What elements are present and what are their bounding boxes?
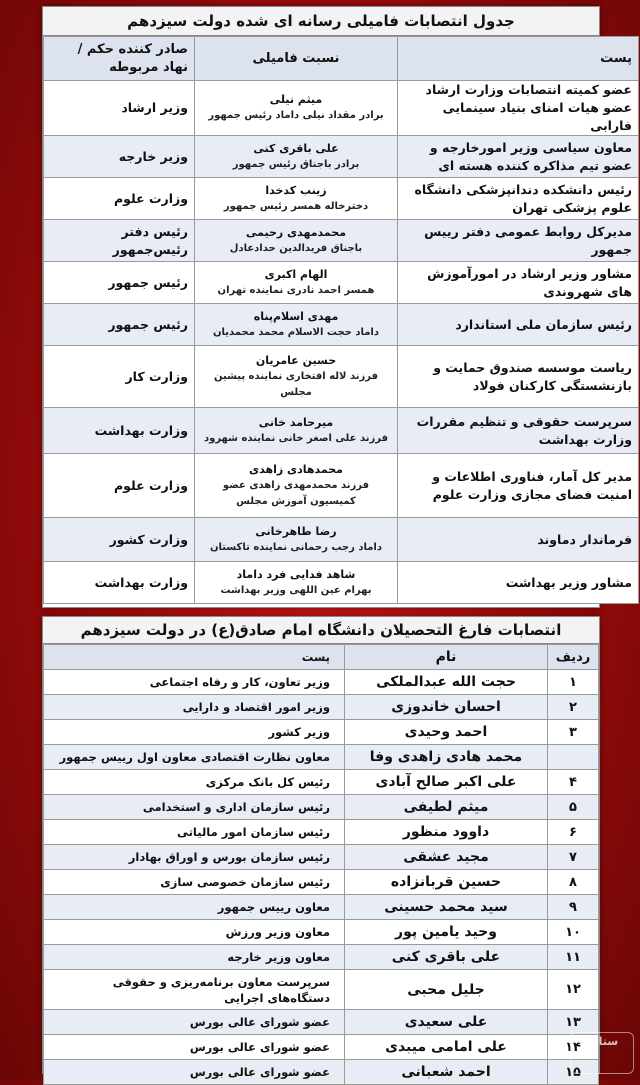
family-appointments-table — [43, 36, 639, 604]
row-index: ۱ — [548, 670, 599, 695]
graduate-name: میثم لطیفی — [345, 795, 548, 820]
graduate-position: رئیس سازمان امور مالیاتی — [44, 820, 345, 845]
table2-row — [44, 895, 599, 920]
post-cell: ریاست موسسه صندوق حمایت و بازنشستگی کارکنان فولاد — [398, 346, 639, 408]
graduate-position: رئیس سازمان بورس و اوراق بهادار — [44, 845, 345, 870]
appointee-name: شاهد فدایی فرد داماد — [236, 567, 356, 581]
family-relation: داماد حجت الاسلام محمد محمدیان — [213, 326, 379, 338]
family-cell — [195, 408, 398, 454]
header-index: ردیف — [548, 645, 599, 670]
table2-header-row — [44, 645, 599, 670]
table1-row — [44, 178, 639, 220]
family-cell — [195, 220, 398, 262]
post-cell: معاون سیاسی وزیر امورخارجه و عضو تیم مذاکره کننده هسته ای — [398, 136, 639, 178]
row-index: ۱۴ — [548, 1035, 599, 1060]
family-relation: فرزند علی اصغر خانی نماینده شهرود — [203, 432, 389, 444]
issuer-cell: وزارت بهداشت — [44, 562, 195, 604]
issuer-cell: رئیس دفتر رئیس‌جمهور — [44, 220, 195, 262]
row-index: ۱۱ — [548, 945, 599, 970]
table2-row — [44, 1010, 599, 1035]
site-watermark-logo: ستاره — [570, 1032, 634, 1074]
family-relation: برادر مقداد نیلی داماد رئیس جمهور — [208, 110, 384, 121]
family-cell — [195, 262, 398, 304]
table2-row — [44, 695, 599, 720]
table2-row — [44, 670, 599, 695]
post-cell: مشاور وزیر ارشاد در امورآموزش های شهروندی — [398, 262, 639, 304]
table2-body — [44, 670, 599, 1085]
issuer-cell: وزارت کشور — [44, 518, 195, 562]
graduate-name: مجید عشقی — [345, 845, 548, 870]
table1-row — [44, 346, 639, 408]
appointee-name: رضا طاهرخانی — [255, 524, 337, 538]
graduate-name: داوود منظور — [345, 820, 548, 845]
family-relation: فرزند لاله افتخاری نماینده پیشین مجلس — [213, 370, 378, 398]
row-index: ۴ — [548, 770, 599, 795]
graduate-position: معاون نظارت اقتصادی معاون اول رییس جمهور — [44, 745, 345, 770]
graduate-name: سید محمد حسینی — [345, 895, 548, 920]
table2-row — [44, 920, 599, 945]
graduate-position: عضو شورای عالی بورس — [44, 1060, 345, 1085]
family-relation: داماد رجب رحمانی نماینده تاکستان — [209, 541, 382, 553]
family-relation: دخترخاله همسر رئیس جمهور — [223, 200, 369, 212]
graduate-name: حجت الله عبدالملکی — [345, 670, 548, 695]
family-relation: همسر احمد نادری نماینده تهران — [217, 284, 375, 296]
issuer-cell: وزارت بهداشت — [44, 408, 195, 454]
post-cell: مدیر کل آمار، فناوری اطلاعات و امنیت فضای مجازی وزارت علوم — [398, 454, 639, 518]
imam-sadiq-panel — [42, 616, 600, 1080]
header-position: پست — [44, 645, 345, 670]
table2-row — [44, 970, 599, 1010]
appointee-name: محمدهادی زاهدی — [249, 462, 343, 476]
row-index: ۱۳ — [548, 1010, 599, 1035]
table1-body — [44, 81, 639, 604]
graduate-name: علی امامی میبدی — [345, 1035, 548, 1060]
family-relation: باجناق فریدالدین حدادعادل — [229, 242, 363, 254]
family-cell — [195, 178, 398, 220]
graduate-name: احمد وحیدی — [345, 720, 548, 745]
appointee-name: میرحامد خانی — [258, 415, 334, 429]
table2-row — [44, 1060, 599, 1085]
issuer-cell: وزارت علوم — [44, 454, 195, 518]
table2-row — [44, 820, 599, 845]
graduate-position: معاون رییس جمهور — [44, 895, 345, 920]
row-index: ۲ — [548, 695, 599, 720]
graduate-name: علی باقری کنی — [345, 945, 548, 970]
table2-row — [44, 795, 599, 820]
family-cell — [195, 518, 398, 562]
appointee-name: میثم نیلی — [269, 93, 323, 106]
header-post: پست — [398, 37, 639, 81]
table1-title: جدول انتصابات فامیلی رسانه ای شده دولت سیزدهم — [43, 7, 599, 36]
table2-row — [44, 870, 599, 895]
graduate-name: وحید یامین پور — [345, 920, 548, 945]
table2-row — [44, 945, 599, 970]
issuer-cell: وزیر خارجه — [44, 136, 195, 178]
appointee-name: محمدمهدی رحیمی — [245, 225, 347, 239]
graduate-name: حسین قربانزاده — [345, 870, 548, 895]
row-index: ۱۰ — [548, 920, 599, 945]
header-issuer: صادر کننده حکم / نهاد مربوطه — [44, 37, 195, 81]
issuer-cell: وزارت کار — [44, 346, 195, 408]
row-index — [548, 745, 599, 770]
table1-header-row — [44, 37, 639, 81]
table1-row — [44, 262, 639, 304]
row-index: ۸ — [548, 870, 599, 895]
appointee-name: الهام اکبری — [264, 267, 328, 281]
table2-row — [44, 845, 599, 870]
graduate-position: سرپرست معاون برنامه‌ریزی و حقوقی دستگاه‌های اجرایی — [44, 970, 345, 1010]
family-relation: بهرام عین اللهی وزیر بهداشت — [220, 584, 372, 596]
table2-title: انتصابات فارغ التحصیلان دانشگاه امام صادق(ع) در دولت سیزدهم — [43, 617, 599, 644]
row-index: ۱۲ — [548, 970, 599, 1010]
row-index: ۷ — [548, 845, 599, 870]
imam-sadiq-table — [43, 644, 599, 1085]
row-index: ۶ — [548, 820, 599, 845]
graduate-name: جلیل محبی — [345, 970, 548, 1010]
table1-row — [44, 81, 639, 136]
graduate-name: احسان خاندوزی — [345, 695, 548, 720]
table1-row — [44, 408, 639, 454]
post-cell: عضو کمیته انتصابات وزارت ارشاد عضو هیات امنای بنیاد سینمایی فارابی — [398, 81, 639, 136]
family-cell — [195, 562, 398, 604]
graduate-name: علی سعیدی — [345, 1010, 548, 1035]
row-index: ۹ — [548, 895, 599, 920]
graduate-position: رئیس کل بانک مرکزی — [44, 770, 345, 795]
table2-row — [44, 770, 599, 795]
issuer-cell: رئیس جمهور — [44, 262, 195, 304]
table1-row — [44, 454, 639, 518]
graduate-position: رئیس سازمان اداری و استخدامی — [44, 795, 345, 820]
appointee-name: زینب کدخدا — [265, 183, 327, 197]
graduate-position: معاون وزیر خارجه — [44, 945, 345, 970]
issuer-cell: رئیس جمهور — [44, 304, 195, 346]
table2-row — [44, 745, 599, 770]
graduate-position: رئیس سازمان خصوصی سازی — [44, 870, 345, 895]
row-index: ۱۵ — [548, 1060, 599, 1085]
family-cell — [195, 136, 398, 178]
graduate-position: عضو شورای عالی بورس — [44, 1010, 345, 1035]
table1-row — [44, 518, 639, 562]
table2-row — [44, 1035, 599, 1060]
post-cell: رئیس سازمان ملی استاندارد — [398, 304, 639, 346]
table2-row — [44, 720, 599, 745]
graduate-name: احمد شعبانی — [345, 1060, 548, 1085]
graduate-position: وزیر امور اقتصاد و دارایی — [44, 695, 345, 720]
appointee-name: حسین عامریان — [255, 353, 337, 367]
table1-row — [44, 136, 639, 178]
graduate-position: وزیر تعاون، کار و رفاه اجتماعی — [44, 670, 345, 695]
post-cell: رئیس دانشکده دندانپزشکی دانشگاه علوم پزشکی تهران — [398, 178, 639, 220]
appointee-name: علی باقری کنی — [253, 141, 339, 155]
family-cell — [195, 81, 398, 136]
family-appointments-panel — [42, 6, 632, 608]
family-relation: برادر باجناق رئیس جمهور — [232, 158, 360, 170]
row-index: ۳ — [548, 720, 599, 745]
graduate-position: عضو شورای عالی بورس — [44, 1035, 345, 1060]
table1-row — [44, 562, 639, 604]
graduate-position: معاون وزیر ورزش — [44, 920, 345, 945]
post-cell: مشاور وزیر بهداشت — [398, 562, 639, 604]
issuer-cell: وزارت علوم — [44, 178, 195, 220]
table1-row — [44, 220, 639, 262]
appointee-name: مهدی اسلام‌پناه — [253, 309, 339, 323]
header-family: نسبت فامیلی — [195, 37, 398, 81]
family-cell — [195, 454, 398, 518]
issuer-cell: وزیر ارشاد — [44, 81, 195, 136]
family-cell — [195, 346, 398, 408]
row-index: ۵ — [548, 795, 599, 820]
post-cell: سرپرست حقوقی و تنظیم مقررات وزارت بهداشت — [398, 408, 639, 454]
family-relation: فرزند محمدمهدی زاهدی عضو کمیسیون آموزش مجلس — [222, 479, 370, 507]
table1-row — [44, 304, 639, 346]
graduate-name: محمد هادی زاهدی وفا — [345, 745, 548, 770]
post-cell: فرماندار دماوند — [398, 518, 639, 562]
header-name: نام — [345, 645, 548, 670]
family-cell — [195, 304, 398, 346]
graduate-position: وزیر کشور — [44, 720, 345, 745]
post-cell: مدیرکل روابط عمومی دفتر رییس جمهور — [398, 220, 639, 262]
graduate-name: علی اکبر صالح آبادی — [345, 770, 548, 795]
